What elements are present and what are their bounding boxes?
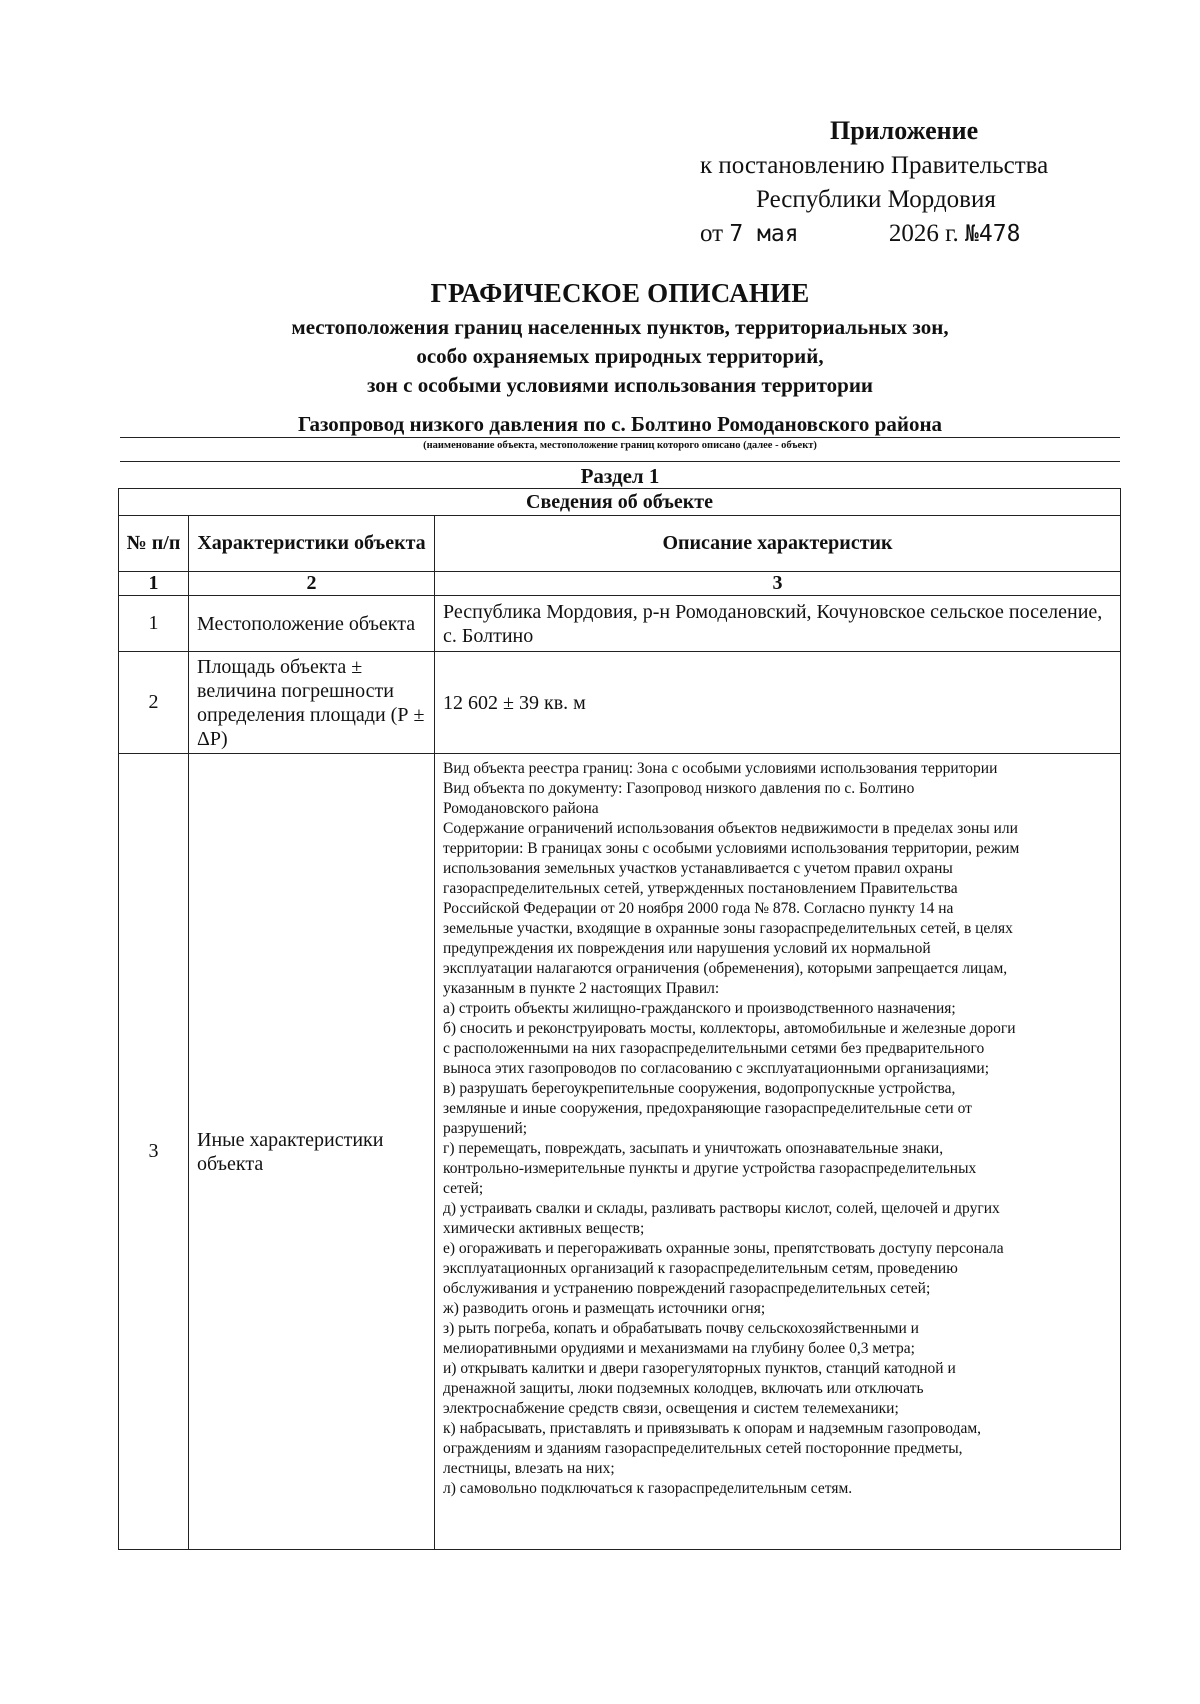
description-line: Российской Федерации от 20 ноября 2000 года № 878. Согласно пункту 14 на — [443, 900, 954, 917]
description-line: а) строить объекты жилищно-гражданского и производственного назначения; — [443, 1000, 956, 1017]
object-caption: (наименование объекта, местоположение границ которого описано (далее - объект) — [423, 440, 817, 451]
description-line: е) огораживать и перегораживать охранные зоны, препятствовать доступу персонала — [443, 1240, 1004, 1257]
header-description: Описание характеристик — [435, 516, 1121, 572]
row-characteristic: Местоположение объекта — [189, 596, 435, 652]
description-line: Содержание ограничений использования объектов недвижимости в пределах зоны или — [443, 820, 1018, 837]
date-handwritten: 7 мая — [729, 221, 799, 247]
description-line: выноса этих газопроводов по согласованию с эксплуатационными организациями; — [443, 1060, 990, 1077]
row-characteristic: Площадь объекта ± величина погрешности определения площади (Р ± ΔР) — [189, 652, 435, 754]
header-characteristics: Характеристики объекта — [189, 516, 435, 572]
section-title: Раздел 1 — [580, 464, 660, 488]
column-number: 1 — [119, 572, 189, 596]
object-name: Газопровод низкого давления по с. Болтино Ромодановского района — [297, 412, 943, 436]
table-caption: Сведения об объекте — [119, 489, 1121, 516]
description-line: территории: В границах зоны с особыми условиями использования территории, режим — [443, 840, 1020, 857]
description-line: обслуживания и устранению повреждений газораспределительных сетей; — [443, 1280, 931, 1297]
subtitle-line-3: зон с особыми условиями использования территории — [366, 373, 874, 397]
appendix-line-2: Республики Мордовия — [756, 186, 996, 213]
description-line: Ромодановского района — [443, 800, 599, 817]
subtitle-line-2: особо охраняемых природных территорий, — [416, 344, 824, 368]
description-line: указанным в пункте 2 настоящих Правил: — [443, 980, 720, 997]
description-line: земельные участки, входящие в охранные зоны газораспределительных сетей, в целях — [443, 920, 1013, 937]
description-line: использования земельных участков устанавливается с учетом правил охраны — [443, 860, 953, 877]
row-characteristic: Иные характеристики объекта — [189, 754, 435, 1550]
date-year: 2026 г. — [888, 220, 959, 247]
column-number: 3 — [435, 572, 1121, 596]
description-line: лестницы, влезать на них; — [443, 1460, 615, 1477]
description-line: Вид объекта по документу: Газопровод низкого давления по с. Болтино — [443, 780, 915, 797]
column-number: 2 — [189, 572, 435, 596]
table-header-row — [119, 516, 1121, 572]
description-line: сетей; — [443, 1180, 484, 1197]
description-line: с расположенными на них газораспределительными сетями без предварительного — [443, 1040, 985, 1057]
row-description: Республика Мордовия, р-н Ромодановский, Кочуновское сельское поселение, с. Болтино — [435, 596, 1121, 652]
table-row — [119, 754, 1121, 1550]
description-line: земляные и иные сооружения, предохраняющие газораспределительные сети от — [443, 1100, 972, 1117]
description-line: разрушений; — [443, 1120, 528, 1137]
description-line: и) открывать калитки и двери газорегуляторных пунктов, станций катодной и — [443, 1360, 956, 1377]
appendix-line-1: к постановлению Правительства — [700, 152, 1049, 179]
description-line: дренажной защиты, люки подземных колодцев, включать или отключать — [443, 1380, 924, 1397]
description-line: эксплуатационных организаций к газораспределительным сетям, проведению — [443, 1260, 958, 1277]
description-line: газораспределительных сетей, утвержденных постановлением Правительства — [443, 880, 958, 897]
appendix-title: Приложение — [830, 116, 979, 145]
description-line: г) перемещать, повреждать, засыпать и уничтожать опознавательные знаки, — [443, 1140, 944, 1157]
row-description: 12 602 ± 39 кв. м — [435, 652, 1121, 754]
document-title: ГРАФИЧЕСКОЕ ОПИСАНИЕ — [430, 278, 810, 308]
row-number: 3 — [119, 754, 189, 1550]
row-description-restrictions — [435, 754, 1121, 1550]
description-line: мелиоративными орудиями и механизмами на глубину более 0,3 метра; — [443, 1340, 915, 1357]
date-prefix: от — [700, 220, 724, 247]
description-line: д) устраивать свалки и склады, разливать растворы кислот, солей, щелочей и других — [443, 1200, 1000, 1217]
row-number: 2 — [119, 652, 189, 754]
row-number: 1 — [119, 596, 189, 652]
description-line: л) самовольно подключаться к газораспределительным сетям. — [443, 1480, 853, 1497]
description-line: эксплуатации налагаются ограничения (обременения), которыми запрещается лицам, — [443, 960, 1008, 977]
underline-rule — [120, 437, 1120, 438]
description-line: к) набрасывать, приставлять и привязывать к опорам и надземным газопроводам, — [443, 1420, 982, 1437]
appendix-date-row — [700, 220, 1020, 248]
description-line: б) сносить и реконструировать мосты, коллекторы, автомобильные и железные дороги — [443, 1020, 1016, 1037]
subtitle-line-1: местоположения границ населенных пунктов, территориальных зон, — [291, 315, 949, 339]
table-row — [119, 652, 1121, 754]
table-row — [119, 596, 1121, 652]
description-line: ж) разводить огонь и размещать источники огня; — [443, 1300, 766, 1317]
description-line: Вид объекта реестра границ: Зона с особыми условиями использования территории — [443, 760, 998, 777]
description-line: ограждениям и зданиям газораспределительных сетей посторонние предметы, — [443, 1440, 963, 1457]
description-line: з) рыть погреба, копать и обрабатывать почву сельскохозяйственными и — [443, 1320, 919, 1337]
object-info-table — [118, 488, 1121, 1550]
description-line: контрольно-измерительные пункты и другие устройства газораспределительных — [443, 1160, 977, 1177]
document-number: №478 — [965, 221, 1021, 247]
description-line: предупреждения их повреждения или нарушения условий их нормальной — [443, 940, 931, 957]
description-line: химически активных веществ; — [443, 1220, 645, 1237]
divider-rule — [120, 461, 1120, 462]
header-number: № п/п — [119, 516, 189, 572]
description-line: в) разрушать берегоукрепительные сооружения, водопропускные устройства, — [443, 1080, 956, 1097]
description-line: электроснабжение средств связи, освещения и систем телемеханики; — [443, 1400, 899, 1417]
column-number-row — [119, 572, 1121, 596]
